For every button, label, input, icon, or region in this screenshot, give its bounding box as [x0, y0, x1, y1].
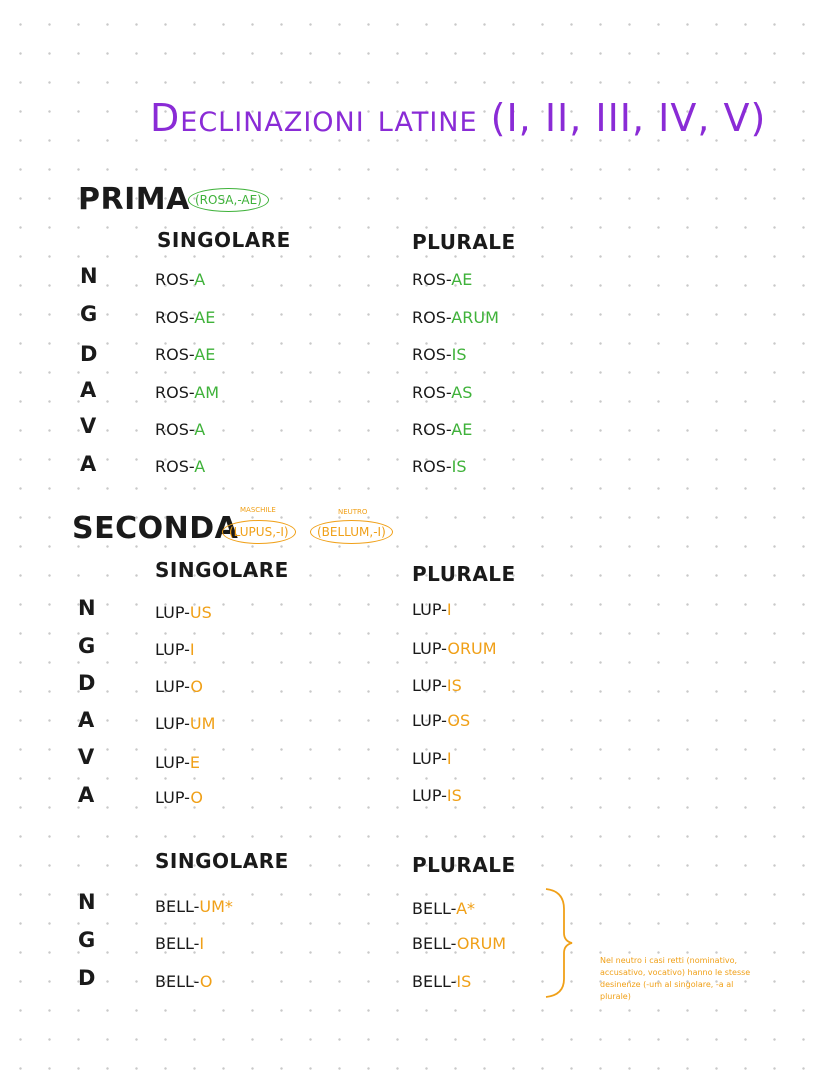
- section-prima-note: (ROSA,-AE): [188, 188, 269, 212]
- neutro-sing-row-1: BELL-UM*: [155, 897, 233, 916]
- section-prima-title: PRIMA: [78, 182, 190, 217]
- seconda-case-g: G: [78, 634, 96, 658]
- neutro-plur-row-1: BELL-A*: [412, 899, 476, 918]
- prima-plur-row-4: ROS-AS: [412, 383, 473, 402]
- seconda-case-n: N: [78, 596, 96, 620]
- seconda-case-a: A: [78, 708, 95, 732]
- seconda-label-neut: NEUTRO: [338, 508, 368, 516]
- seconda-case-v: V: [78, 745, 95, 769]
- seconda-case-d: D: [78, 671, 96, 695]
- neutro-case-g: G: [78, 928, 96, 952]
- seconda-plural-header: PLURALE: [412, 562, 516, 586]
- neutro-case-n: N: [78, 890, 96, 914]
- seconda-plur-row-1: LUP-I: [412, 600, 452, 619]
- seconda-sing-row-4: LUP-UM: [155, 714, 216, 733]
- prima-sing-row-5: ROS-A: [155, 420, 206, 439]
- neutro-sing-row-3: BELL-O: [155, 972, 213, 991]
- prima-sing-row-1: ROS-A: [155, 270, 206, 289]
- prima-case-v: V: [80, 414, 97, 438]
- neutro-plur-row-3: BELL-IS: [412, 972, 472, 991]
- section-seconda-title: SECONDA: [72, 511, 239, 546]
- seconda-plur-row-5: LUP-I: [412, 749, 452, 768]
- prima-case-a: A: [80, 378, 97, 402]
- prima-plur-row-2: ROS-ARUM: [412, 308, 499, 327]
- seconda-plur-row-6: LUP-IS: [412, 786, 462, 805]
- prima-sing-row-4: ROS-AM: [155, 383, 220, 402]
- seconda-sing-row-5: LUP-E: [155, 753, 201, 772]
- seconda-sing-row-1: LUP-US: [155, 603, 212, 622]
- neutro-case-d: D: [78, 966, 96, 990]
- neutro-plural-header: PLURALE: [412, 853, 516, 877]
- section-seconda-note-neut: (BELLUM,-I): [310, 520, 393, 544]
- seconda-plur-row-2: LUP-ORUM: [412, 639, 497, 658]
- seconda-sing-row-3: LUP-O: [155, 677, 203, 696]
- prima-case-d: D: [80, 342, 98, 366]
- seconda-plur-row-4: LUP-OS: [412, 711, 471, 730]
- prima-plur-row-6: ROS-IS: [412, 457, 467, 476]
- neutro-singular-header: SINGOLARE: [155, 849, 289, 873]
- prima-case-g: G: [80, 302, 98, 326]
- page-title: Declinazioni latine (I, II, III, IV, V): [150, 96, 767, 140]
- neutro-sing-row-2: BELL-I: [155, 934, 205, 953]
- prima-singular-header: SINGOLARE: [157, 228, 291, 252]
- prima-sing-row-2: ROS-AE: [155, 308, 216, 327]
- seconda-plur-row-3: LUP-IS: [412, 676, 462, 695]
- prima-plur-row-3: ROS-IS: [412, 345, 467, 364]
- prima-sing-row-3: ROS-AE: [155, 345, 216, 364]
- seconda-sing-row-6: LUP-O: [155, 788, 203, 807]
- seconda-case-a2: A: [78, 783, 95, 807]
- section-seconda-note-masc: (LUPUS,-I): [222, 520, 296, 544]
- neutro-note: Nel neutro i casi retti (nominativo, accusativo, vocativo) hanno le stesse desinenze (-um al singolare, -a al plurale): [600, 956, 751, 1001]
- prima-case-a2: A: [80, 452, 97, 476]
- prima-case-n: N: [80, 264, 98, 288]
- prima-plur-row-1: ROS-AE: [412, 270, 473, 289]
- prima-plural-header: PLURALE: [412, 230, 516, 254]
- neutro-plur-row-2: BELL-ORUM: [412, 934, 507, 953]
- seconda-singular-header: SINGOLARE: [155, 558, 289, 582]
- seconda-sing-row-2: LUP-I: [155, 640, 195, 659]
- prima-sing-row-6: ROS-A: [155, 457, 206, 476]
- curly-brace-icon: [540, 885, 580, 1000]
- seconda-label-masc: MASCHILE: [240, 506, 276, 514]
- prima-plur-row-5: ROS-AE: [412, 420, 473, 439]
